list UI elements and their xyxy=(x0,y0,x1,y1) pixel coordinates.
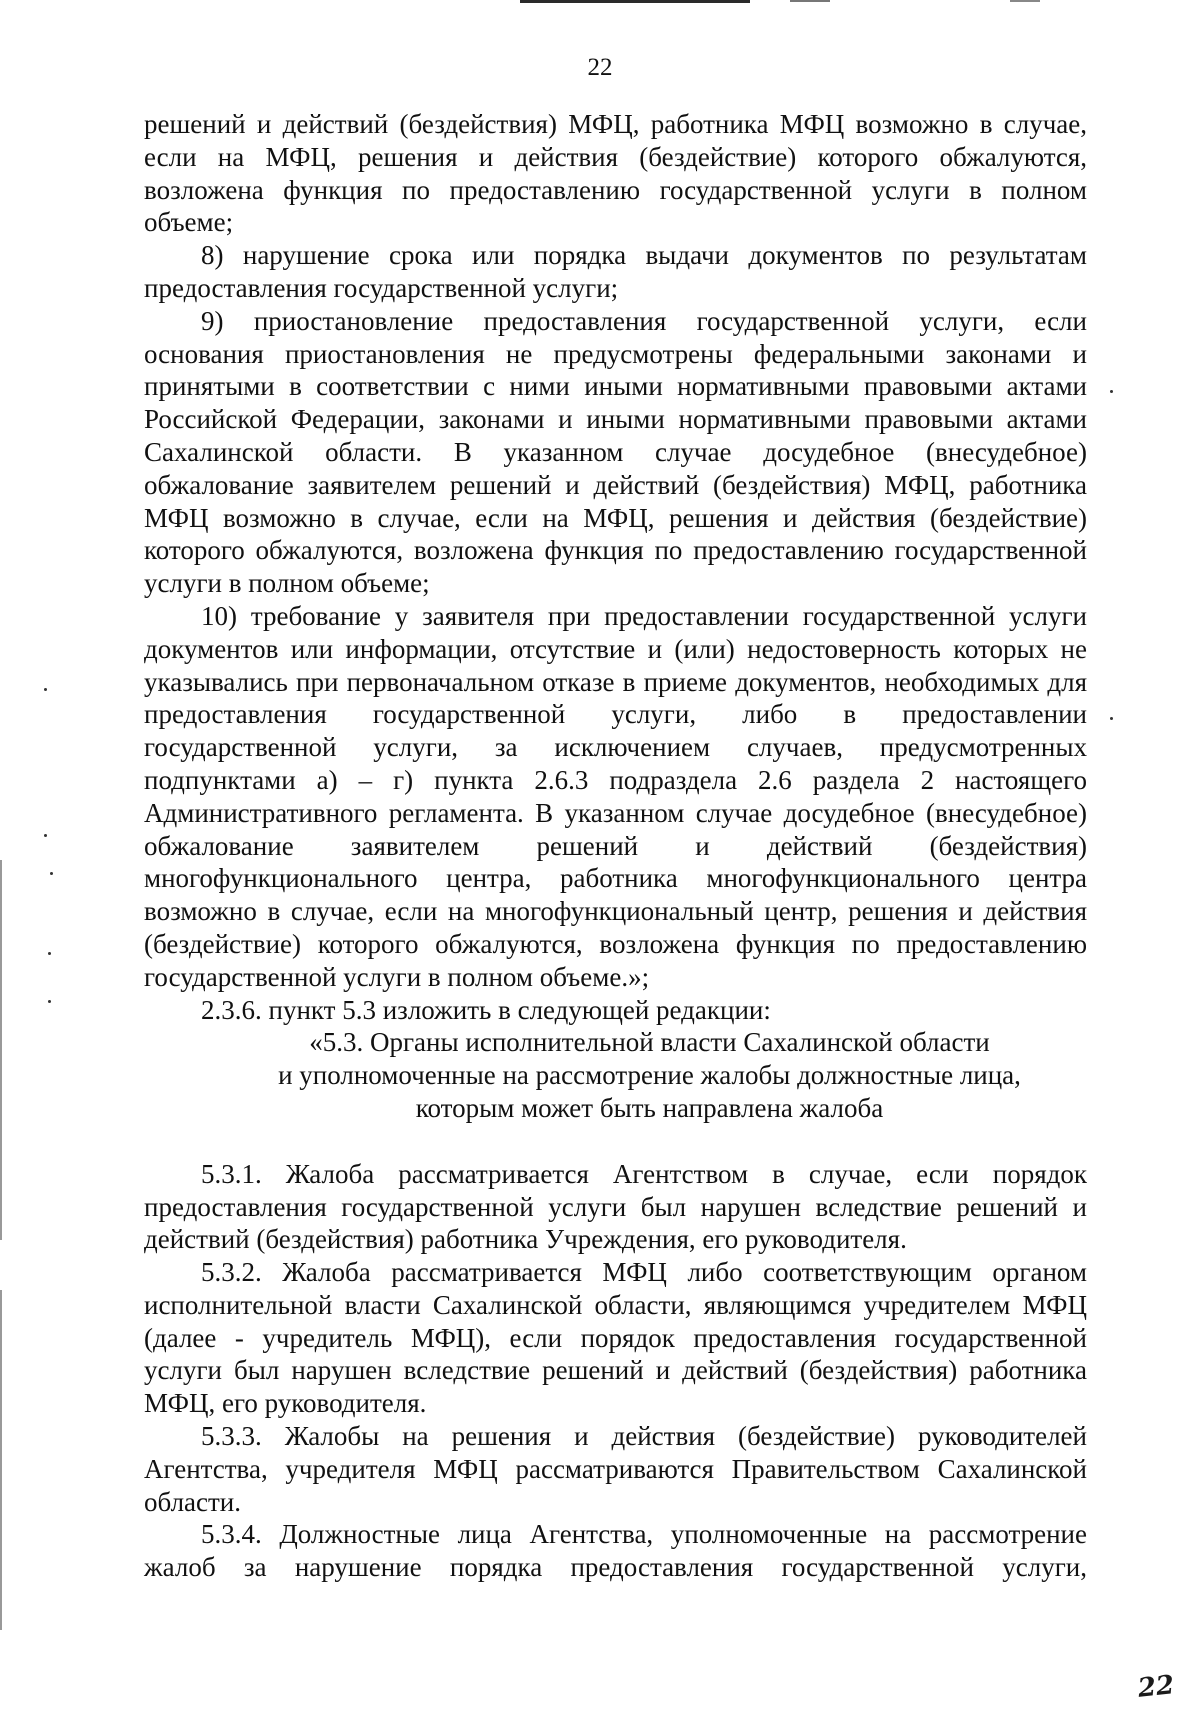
document-body xyxy=(144,108,1087,1584)
subsection-paragraph: 5.3.2. Жалоба рассматривается МФЦ либо соответствующим органом исполнительной власти Сахалинской области, являющимся учредителем МФЦ (далее - учредитель МФЦ), если порядок предоставления государственной услуги был нарушен вследствие решений и действий (бездействия) работника МФЦ, его руководителя. xyxy=(144,1257,1087,1419)
scan-speck xyxy=(1110,717,1113,720)
subsection-paragraph: 5.3.1. Жалоба рассматривается Агентством в случае, если порядок предоставления государственной услуги был нарушен вследствие решений и действий (бездействия) работника Учреждения, его руководителя. xyxy=(144,1158,1087,1255)
heading-line: которым может быть направлена жалоба xyxy=(415,1092,884,1123)
scan-artifact-line xyxy=(1010,0,1040,2)
subsection-paragraph: 5.3.4. Должностные лица Агентства, уполномоченные на рассмотрение жалоб за нарушение порядка предоставления государственной услуги, xyxy=(144,1519,1087,1583)
paragraph: решений и действий (бездействия) МФЦ, работника МФЦ возможно в случае, если на МФЦ, решения и действия (бездействие) которого обжалуются, возложена функция по предоставлению государственной услуги в полном объеме; xyxy=(144,109,1087,238)
page-number: 22 xyxy=(587,54,613,81)
scan-artifact-line xyxy=(790,0,830,2)
scan-speck xyxy=(44,688,47,691)
paragraph: 2.3.6. пункт 5.3 изложить в следующей редакции: xyxy=(201,994,771,1025)
scan-speck xyxy=(48,1000,51,1003)
paragraph: 10) требование у заявителя при предоставлении государственной услуги документов или информации, отсутствие и (или) недостоверность которых не указывались при первоначальном отказе в приеме документов, необходимых для предоставления государственной услуги, либо в предоставлении государственной услуги, за исключением случаев, предусмотренных подпунктами а) – г) пункта 2.6.3 подраздела 2.6 раздела 2 настоящего Административного регламента. В указанном случае досудебное (внесудебное) обжалование заявителем решений и действий (бездействия) многофункционального центра, работника многофункционального центра возможно в случае, если на многофункциональный центр, решения и действия (бездействие) которого обжалуются, возложена функция по предоставлению государственной услуги в полном объеме.»; xyxy=(144,600,1087,992)
scan-edge xyxy=(0,1290,2,1630)
section-heading xyxy=(212,1026,1087,1124)
heading-line: и уполномоченные на рассмотрение жалобы должностные лица, xyxy=(278,1060,1021,1091)
scan-speck xyxy=(48,952,51,955)
scan-speck xyxy=(44,834,47,837)
scan-speck xyxy=(50,872,53,875)
subsection-paragraph: 5.3.3. Жалобы на решения и действия (бездействие) руководителей Агентства, учредителя МФЦ рассматриваются Правительством Сахалинской области. xyxy=(144,1421,1087,1517)
handwritten-page-mark: 22 xyxy=(1136,1670,1176,1704)
scan-artifact-line xyxy=(520,0,750,3)
heading-line: «5.3. Органы исполнительной власти Сахалинской области xyxy=(309,1027,990,1058)
scan-edge xyxy=(0,860,2,1240)
paragraph: 9) приостановление предоставления государственной услуги, если основания приостановления не предусмотрены федеральными законами и принятыми в соответствии с ними иными нормативными правовыми актами Российской Федерации, законами и иными нормативными правовыми актами Сахалинской области. В указанном случае досудебное (внесудебное) обжалование заявителем решений и действий (бездействия) МФЦ, работника МФЦ возможно в случае, если на МФЦ, решения и действия (бездействие) которого обжалуются, возложена функция по предоставлению государственной услуги в полном объеме; xyxy=(144,305,1087,599)
paragraph: 8) нарушение срока или порядка выдачи документов по результатам предоставления государственной услуги; xyxy=(144,240,1087,303)
scan-speck xyxy=(1110,390,1113,393)
